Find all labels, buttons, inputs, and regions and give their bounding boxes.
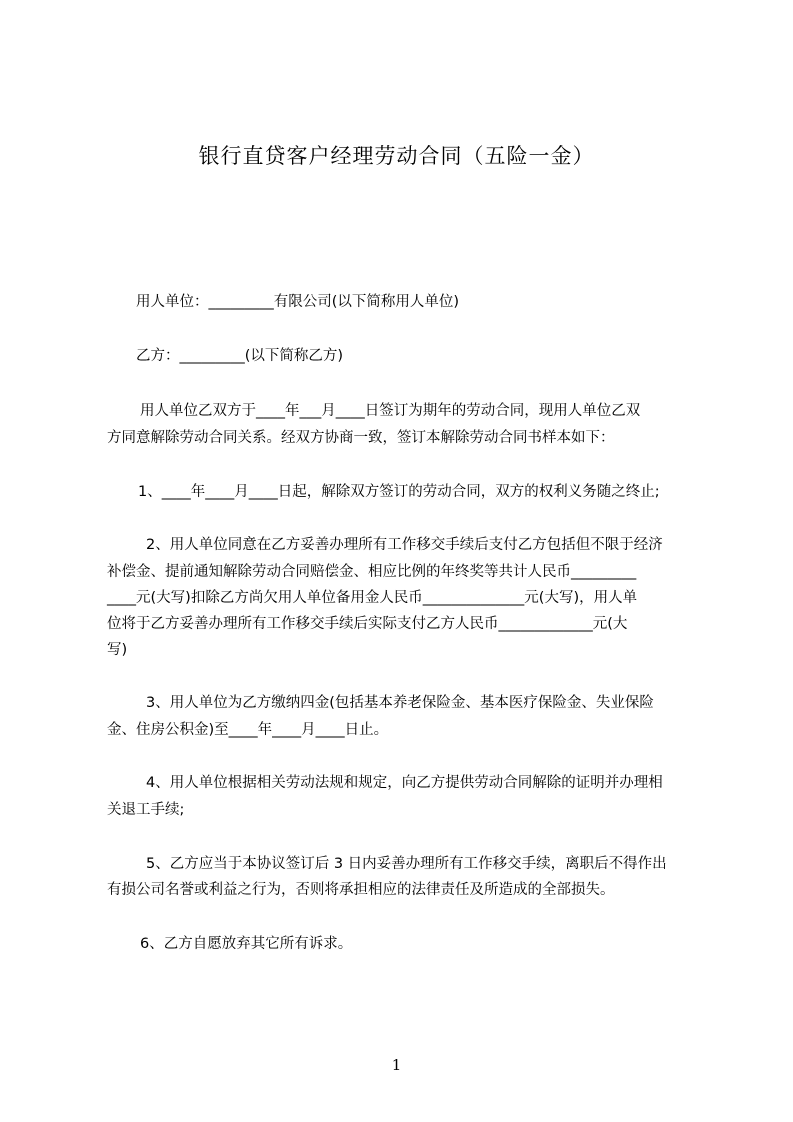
clause-line: 有损公司名誉或利益之行为，否则将承担相应的法律责任及所造成的全部损失。 (107, 882, 615, 898)
clause-line: 2、用人单位同意在乙方妥善办理所有工作移交手续后支付乙方包括但不限于经济 (146, 537, 663, 553)
clause-line: 1、____年____月____日起，解除双方签订的劳动合同，双方的权利义务随之终止; (138, 484, 660, 500)
clause-line: ____元(大写)扣除乙方尚欠用人单位备用金人民币______________元(大写)，用人单 (107, 590, 638, 606)
clause-line: 补偿金、提前通知解除劳动合同赔偿金、相应比例的年终奖等共计人民币_________ (107, 564, 637, 580)
party-b-line: 乙方：_________(以下简称乙方) (136, 348, 344, 364)
employer-line: 用人单位：_________有限公司(以下简称用人单位) (136, 294, 460, 310)
clause-line: 5、乙方应当于本协议签订后 3 日内妥善办理所有工作移交手续，离职后不得作出 (146, 856, 667, 872)
document-title: 银行直贷客户经理劳动合同（五险一金） (198, 144, 595, 168)
clause-line: 6、乙方自愿放弃其它所有诉求。 (140, 936, 353, 952)
clause-line: 4、用人单位根据相关劳动法规和规定，向乙方提供劳动合同解除的证明并办理相 (146, 775, 663, 791)
clause-line: 写) (107, 642, 128, 658)
clause-line: 3、用人单位为乙方缴纳四金(包括基本养老保险金、基本医疗保险金、失业保险 (146, 695, 654, 711)
clause-line: 位将于乙方妥善办理所有工作移交手续后实际支付乙方人民币_____________元(大 (107, 616, 628, 632)
page-number: 1 (391, 1056, 402, 1074)
clause-line: 金、住房公积金)至____年____月____日止。 (107, 722, 389, 738)
clause-line: 关退工手续; (107, 802, 185, 818)
intro-line: 方同意解除劳动合同关系。经双方协商一致，签订本解除劳动合同书样本如下： (107, 430, 615, 446)
intro-line: 用人单位乙双方于____年___月____日签订为期年的劳动合同，现用人单位乙双 (140, 403, 641, 419)
